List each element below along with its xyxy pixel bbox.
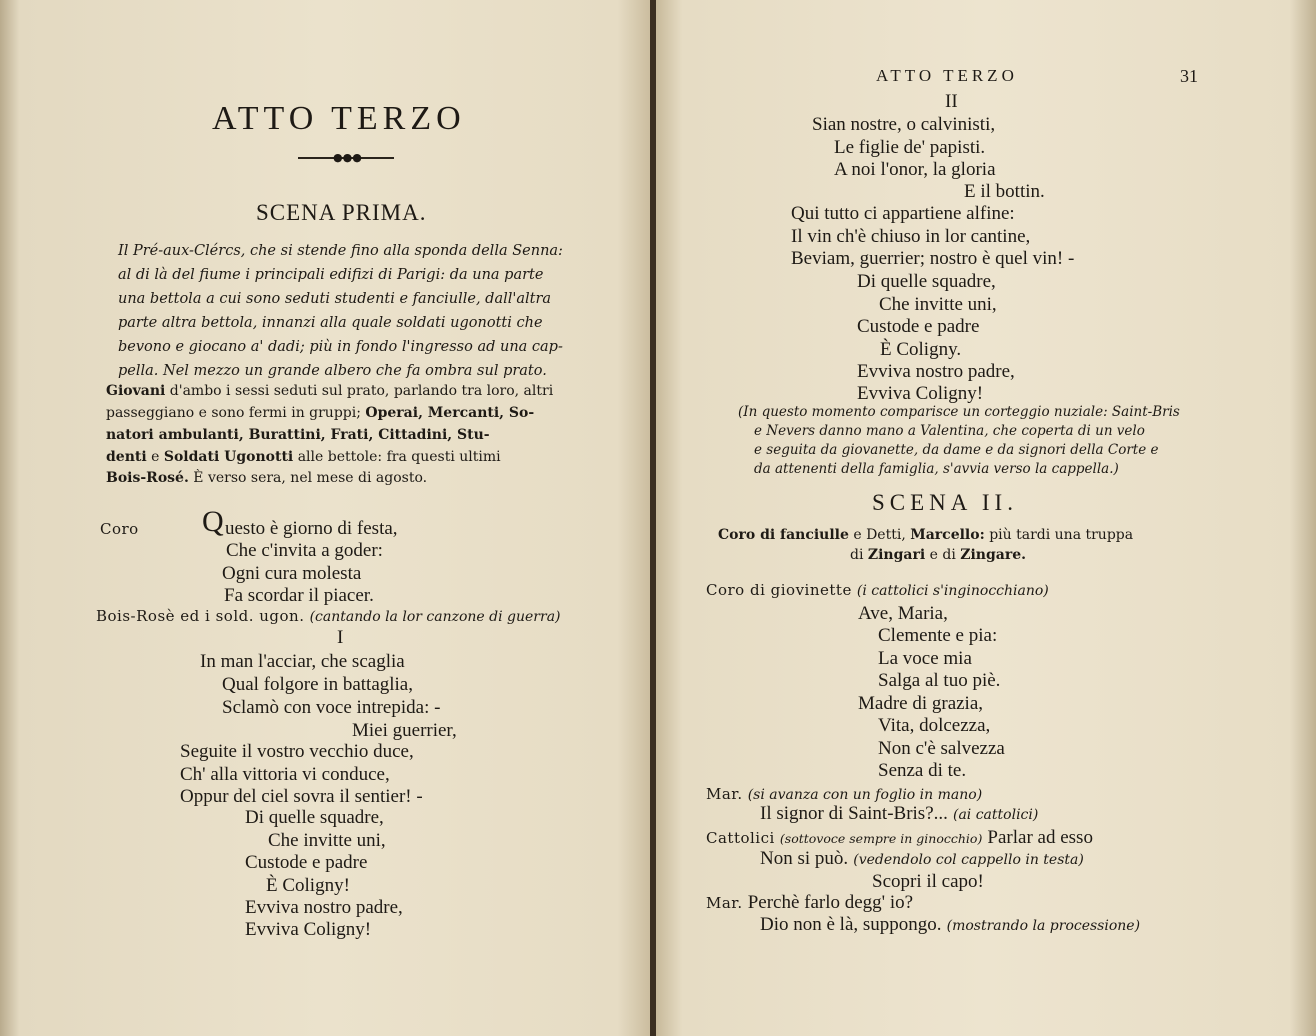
verse-line: Che invitte uni, [268,830,386,851]
verse-line: Che c'invita a goder: [226,540,383,561]
running-head: ATTO TERZO [876,66,1018,85]
characters-line: Giovani d'ambo i sessi seduti sul prato, parlando tra loro, altri [106,383,554,399]
characters-line: Bois-Rosé. È verso sera, nel mese di agosto. [106,470,428,486]
verse-line: Custode e padre [857,316,980,337]
verse-line: Sclamò con voce intrepida: - [222,697,441,718]
verse-line: Il vin ch'è chiuso in lor cantine, [791,226,1031,247]
dialogue-line: Cattolici (sottovoce sempre in ginocchio) Parlar ad esso [706,827,1093,848]
verse-line: Vita, dolcezza, [878,715,991,736]
verse-line: Ch' alla vittoria vi conduce, [180,764,390,785]
verse-line: Salga al tuo piè. [878,670,1001,691]
characters-line: passeggiano e sono fermi in gruppi; Operai, Mercanti, So- [106,405,535,421]
verse-line: Non c'è salvezza [878,738,1005,759]
page-number: 31 [1180,66,1198,86]
verse-line: Ave, Maria, [858,603,948,624]
verse-line: uesto è giorno di festa, [225,518,398,539]
verse-line: Evviva nostro padre, [245,897,403,918]
setting-line: Il Pré-aux-Clércs, che si stende fino alla sponda della Senna: [118,243,563,259]
setting-line: pella. Nel mezzo un grande albero che fa ombra sul prato. [118,363,547,379]
dialogue-line: Dio non è là, suppongo. (mostrando la processione) [760,914,1141,935]
verse-line: È Coligny! [266,875,350,896]
right-page [656,0,1316,1036]
characters-line: natori ambulanti, Burattini, Frati, Cittadini, Stu- [106,427,490,443]
stage-direction: (In questo momento comparisce un corteggio nuziale: Saint-Bris [738,404,1180,420]
verse-line: Di quelle squadre, [857,271,996,292]
ornament-center: ●●● [333,151,362,164]
verse-line: A noi l'onor, la gloria [834,159,996,180]
verse-line: Madre di grazia, [858,693,984,714]
dialogue-line: Mar. Perchè farlo degg' io? [706,892,914,913]
verse-line: In man l'acciar, che scaglia [200,651,405,672]
verse-line: Seguite il vostro vecchio duce, [180,741,414,762]
stage-direction: e seguita da giovanette, da dame e da signori della Corte e [754,442,1159,458]
stage-direction: da attenenti della famiglia, s'avvia verso la cappella.) [754,461,1119,477]
verse-line: Le figlie de' papisti. [834,137,986,158]
setting-line: una bettola a cui sono seduti studenti e fanciulle, dall'altra [118,291,552,307]
setting-line: bevono e giocano a' dadi; più in fondo l'ingresso ad una cap- [118,339,563,355]
verse-line: Evviva Coligny! [245,919,372,940]
scene-characters: di Zingari e di Zingare. [850,547,1026,563]
verse-line: È Coligny. [880,339,962,360]
speaker-line: Mar. (si avanza con un foglio in mano) [706,785,983,803]
scene-title: SCENA PRIMA. [256,200,427,225]
verse-line: Beviam, guerrier; nostro è quel vin! - [791,248,1075,269]
scene-characters: Coro di fanciulle e Detti, Marcello: più tardi una truppa [718,527,1134,543]
drop-initial: Q [202,505,224,538]
speaker-line: Bois-Rosè ed i sold. ugon. (cantando la lor canzone di guerra) [96,607,561,625]
verse-line: Senza di te. [878,760,967,781]
verse-line: Oppur del ciel sovra il sentier! - [180,786,423,807]
verse-line: Evviva nostro padre, [857,361,1015,382]
verse-line: Evviva Coligny! [857,383,984,404]
verse-line: Ogni cura molesta [222,563,362,584]
verse-line: Fa scordar il piacer. [224,585,374,606]
verse-line: Clemente e pia: [878,625,998,646]
verse-line: Custode e padre [245,852,368,873]
verse-line: La voce mia [878,648,972,669]
characters-line: denti e Soldati Ugonotti alle bettole: fra questi ultimi [106,449,501,465]
setting-line: al di là del fiume i principali edifizi di Parigi: da una parte [118,267,544,283]
dialogue-line: Non si può. (vedendolo col cappello in testa) [760,848,1084,869]
speaker-line: Coro di giovinette (i cattolici s'inginocchiano) [706,581,1049,599]
speaker-coro: Coro [100,520,139,538]
verse-line: Che invitte uni, [879,294,997,315]
verse-line: Sian nostre, o calvinisti, [812,114,996,135]
dialogue-line: Scopri il capo! [872,871,984,892]
verse-line: Qui tutto ci appartiene alfine: [791,203,1015,224]
scene-title: SCENA II. [872,490,1018,515]
dialogue-line: Il signor di Saint-Bris?... (ai cattolici) [760,803,1039,824]
stanza-number: I [337,627,344,648]
act-title: ATTO TERZO [212,100,466,137]
left-page [0,0,650,1036]
verse-line: Di quelle squadre, [245,807,384,828]
stanza-number: II [945,91,958,112]
setting-line: parte altra bettola, innanzi alla quale soldati ugonotti che [118,315,543,331]
verse-line: Qual folgore in battaglia, [222,674,413,695]
verse-line: E il bottin. [964,181,1045,202]
verse-line: Miei guerrier, [352,720,457,741]
stage-direction: e Nevers danno mano a Valentina, che coperta di un velo [754,423,1145,439]
